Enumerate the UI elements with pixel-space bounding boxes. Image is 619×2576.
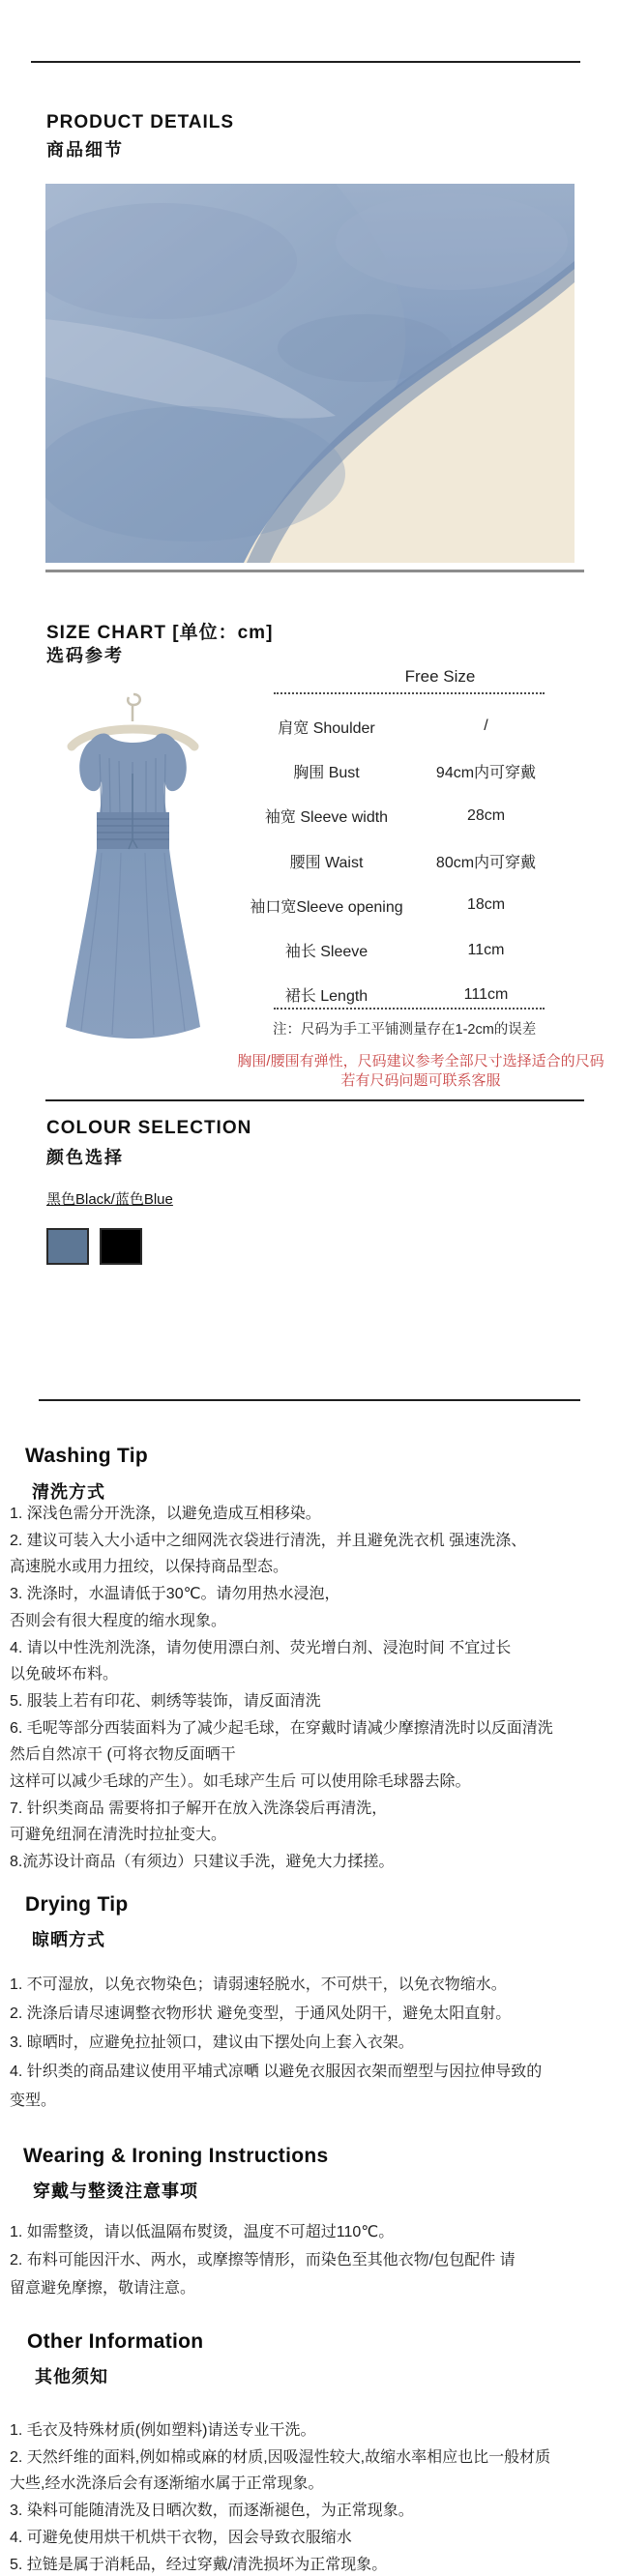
size-row-label: 裙长 Length	[284, 988, 368, 1006]
colour-selection-subtitle: 颜色选择	[46, 1148, 124, 1167]
size-table-row	[232, 748, 551, 793]
size-row-value: 94cm内可穿戴	[435, 764, 537, 781]
instruction-line: 然后自然凉干 (可将衣物反面晒干	[10, 1746, 236, 1764]
instruction-line: 2. 天然纤维的面料,例如棉或麻的材质,因吸湿性较大,故缩水率相应也比一般材质	[10, 2448, 551, 2466]
instruction-line: 1. 如需整烫，请以低温隔布熨烫，温度不可超过110℃。	[10, 2224, 395, 2240]
size-row-label: 腰围 Waist	[289, 854, 364, 871]
washing-tip-list	[10, 1501, 553, 1876]
instruction-line: 7. 针织类商品 需要将扣子解开在放入洗涤袋后再清洗，	[10, 1800, 388, 1817]
instruction-line: 1. 深浅色需分开洗涤，以避免造成互相移染。	[10, 1506, 321, 1522]
instruction-line: 以免破坏布料。	[10, 1666, 119, 1683]
drying-tip-subtitle: 晾晒方式	[32, 1930, 105, 1949]
product-details-subtitle: 商品细节	[46, 140, 124, 160]
other-information-subtitle: 其他须知	[35, 2367, 108, 2386]
instruction-line: 1. 不可湿放，以免衣物染色；请弱速轻脱水，不可烘干，以免衣物缩水。	[10, 1976, 507, 1993]
instruction-line: 4. 请以中性洗剂洗涤，请勿使用漂白剂、荧光增白剂、浸泡时间 不宜过长	[10, 1639, 512, 1656]
instruction-line: 2. 布料可能因汗水、两水，或摩擦等情形，而染色至其他衣物/包包配件 请	[10, 2252, 516, 2269]
instruction-line: 4. 针织类的商品建议使用平埔式凉嗮 以避免衣服因衣架而塑型与因拉伸导致的	[10, 2064, 543, 2080]
color-swatch-black	[100, 1228, 142, 1265]
size-row-value: /	[484, 717, 488, 735]
instruction-line: 3. 晾晒时，应避免拉扯领口，建议由下摆处向上套入衣架。	[10, 2034, 414, 2051]
size-row-value: 80cm内可穿戴	[435, 854, 537, 871]
instruction-line: 3. 洗涤时，水温请低于30℃。请勿用热水浸泡，	[10, 1586, 340, 1603]
instruction-line: 否则会有很大程度的缩水现象。	[10, 1612, 227, 1629]
wearing-ironing-list	[10, 2218, 516, 2302]
instruction-line: 高速脱水或用力扭绞，以保持商品型态。	[10, 1559, 289, 1576]
size-row-label: 胸围 Bust	[293, 764, 360, 781]
size-row-label: 袖长 Sleeve	[284, 944, 368, 961]
size-table-row	[232, 973, 551, 1017]
size-row-value: 28cm	[466, 806, 506, 824]
washing-tip-title: Washing Tip	[25, 1445, 148, 1467]
dress-illustration	[48, 687, 218, 1052]
other-information-title: Other Information	[27, 2330, 204, 2353]
size-row-label: 袖宽 Sleeve width	[264, 809, 389, 827]
instruction-line: 留意避免摩擦，敬请注意。	[10, 2280, 196, 2297]
other-information-list	[10, 2417, 550, 2576]
size-row-value: 18cm	[466, 896, 506, 914]
dress-photo	[48, 687, 218, 1052]
instruction-line: 可避免纽洞在清洗时拉扯变大。	[10, 1827, 227, 1844]
wearing-ironing-title: Wearing & Ironing Instructions	[23, 2145, 329, 2167]
size-row-label: 肩宽 Shoulder	[278, 719, 375, 737]
fabric-photo	[45, 184, 575, 563]
instruction-line: 5. 拉链是属于消耗品，经过穿戴/清洗损坏为正常现象。	[10, 2556, 388, 2573]
color-swatch-blue	[46, 1228, 89, 1265]
size-table	[232, 704, 551, 1017]
size-table-row	[232, 883, 551, 927]
drying-tip-title: Drying Tip	[25, 1893, 129, 1916]
instruction-line: 2. 建议可装入大小适中之细网洗衣袋进行清洗，并且避免洗衣机 强速洗涤、	[10, 1532, 527, 1549]
size-note: 注：尺码为手工平铺测量存在1-2cm的误差	[273, 1022, 537, 1038]
size-row-value: 111cm	[463, 985, 509, 1003]
top-divider	[31, 61, 580, 63]
colour-option-label: 黑色Black/蓝色Blue	[46, 1191, 173, 1208]
instruction-line: 变型。	[10, 2093, 57, 2109]
size-table-row	[232, 927, 551, 972]
instruction-line: 大些,经水洗涤后会有逐渐缩水属于正常现象。	[10, 2475, 324, 2493]
size-chart-subtitle: 选码参考	[46, 646, 124, 665]
size-warning-line1: 胸围/腰围有弹性，尺码建议参考全部尺寸选择适合的尺码	[237, 1053, 604, 1069]
table-top-dotted-line	[274, 692, 545, 694]
table-bottom-dotted-line	[274, 1008, 545, 1010]
size-table-row	[232, 838, 551, 883]
size-row-label: 袖口宽Sleeve opening	[250, 898, 403, 916]
instruction-line: 4. 可避免使用烘干机烘干衣物，因会导致衣服缩水	[10, 2529, 352, 2546]
size-table-row	[232, 794, 551, 838]
product-details-title: PRODUCT DETAILS	[46, 112, 235, 132]
instruction-line: 5. 服装上若有印花、刺绣等装饰，请反面清洗	[10, 1692, 321, 1710]
washing-tip-subtitle: 清洗方式	[32, 1482, 105, 1502]
colour-selection-title: COLOUR SELECTION	[46, 1118, 252, 1138]
size-column-header: Free Size	[404, 667, 476, 686]
instruction-line: 8.流苏设计商品（有须边）只建议手洗，避免大力揉搓。	[10, 1854, 395, 1871]
instruction-line: 2. 洗涤后请尽速调整衣物形状 避免变型，于通风处阴干，避免太阳直射。	[10, 2005, 512, 2022]
size-row-value: 11cm	[467, 941, 505, 958]
instruction-line: 6. 毛呢等部分西装面料为了减少起毛球，在穿戴时请减少摩擦清洗时以反面清洗	[10, 1719, 553, 1737]
instruction-line: 3. 染料可能随清洗及日晒次数，而逐渐褪色，为正常现象。	[10, 2503, 414, 2520]
section-divider	[45, 1099, 584, 1101]
section-divider	[45, 570, 584, 572]
instruction-line: 1. 毛衣及特殊材质(例如塑料)请送专业干洗。	[10, 2422, 316, 2439]
instruction-line: 这样可以减少毛球的产生）。如毛球产生后 可以使用除毛球器去除。	[10, 1773, 471, 1791]
size-chart-title: SIZE CHART [单位：cm]	[46, 623, 274, 643]
drying-tip-list	[10, 1971, 542, 2116]
wearing-ironing-subtitle: 穿戴与整烫注意事项	[33, 2181, 198, 2201]
fabric-photo-illustration	[45, 184, 575, 563]
section-divider	[39, 1399, 580, 1401]
size-table-row	[232, 704, 551, 748]
size-warning-line2: 若有尺码问题可联系客服	[340, 1072, 501, 1089]
